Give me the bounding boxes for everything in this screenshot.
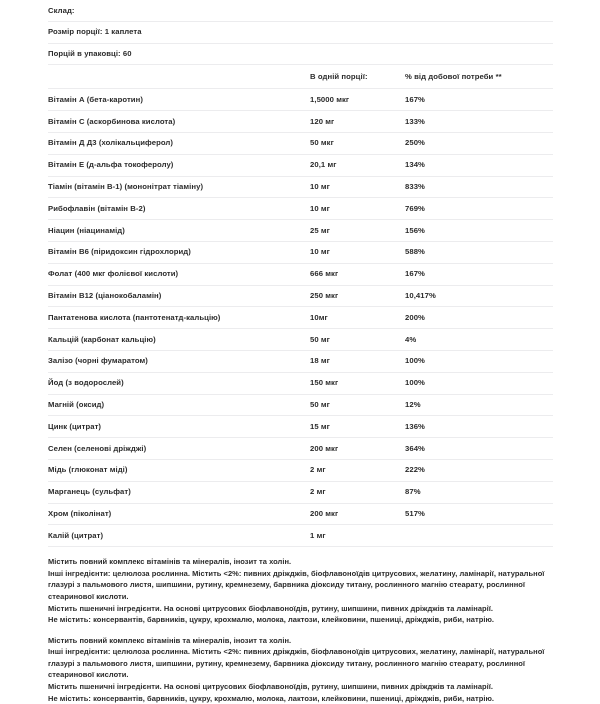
nutrient-daily-value: 769% — [405, 203, 425, 213]
note-free-from: Не містить: консервантів, барвників, цукру, крохмалю, молока, лактози, клейковини, пшениці, дріжджів, риби, натрію. — [48, 615, 495, 625]
ingredient-notes — [48, 547, 553, 704]
table-row — [48, 285, 553, 307]
nutrient-daily-value: 156% — [405, 225, 425, 235]
table-row — [48, 329, 553, 351]
nutrient-amount: 15 мг — [310, 421, 330, 431]
table-body — [48, 0, 553, 547]
nutrient-amount: 50 мг — [310, 334, 330, 344]
table-row — [48, 263, 553, 285]
table-row-serving-composition — [48, 0, 553, 21]
nutrient-amount: 10 мг — [310, 247, 330, 257]
table-row — [48, 241, 553, 263]
nutrient-daily-value: 10,417% — [405, 291, 436, 301]
nutrient-name: Вітамін Д Д3 (холікальциферол) — [48, 138, 174, 148]
nutrient-daily-value: 134% — [405, 160, 425, 170]
table-row — [48, 416, 553, 438]
nutrient-amount: 25 мг — [310, 225, 330, 235]
table-row — [48, 132, 553, 154]
table-row — [48, 372, 553, 394]
nutrient-amount: 2 мг — [310, 487, 326, 497]
nutrient-daily-value: 588% — [405, 247, 425, 257]
note-complete-complex: Містить повний комплекс вітамінів та мінералів, інозит та холін. — [48, 557, 292, 567]
nutrient-daily-value: 517% — [405, 509, 425, 519]
nutrient-daily-value: 133% — [405, 116, 425, 126]
serving-size-amount — [310, 21, 405, 43]
nutrient-name: Вітамін В6 (піридоксин гідрохлорид) — [48, 247, 191, 257]
composition-dv — [405, 0, 553, 21]
nutrient-name: Йод (з водорослей) — [48, 378, 124, 388]
note-complete-complex: Містить повний комплекс вітамінів та мінералів, інозит та холін. — [48, 635, 292, 645]
nutrient-name: Вітамін С (аскорбинова кислота) — [48, 116, 176, 126]
nutrient-daily-value — [405, 525, 553, 547]
nutrient-amount: 10мг — [310, 312, 328, 322]
nutrient-name: Магній (оксид) — [48, 400, 105, 410]
table-row — [48, 481, 553, 503]
nutrient-daily-value: 12% — [405, 400, 421, 410]
note-contains-wheat: Містить пшеничні інгредієнти. На основі цитрусових біофлавоноїдів, рутину, шипшини, пивних дріжджів та ламінарії. — [48, 603, 494, 613]
table-row — [48, 459, 553, 481]
table-row — [48, 350, 553, 372]
nutrient-daily-value: 222% — [405, 465, 425, 475]
nutrient-daily-value: 167% — [405, 94, 425, 104]
nutrient-name: Мідь (глюконат міді) — [48, 465, 128, 475]
nutrient-name: Тіамін (вітамін В-1) (мононітрат тіаміну) — [48, 182, 204, 192]
serving-size-label: Розмір порції: 1 каплета — [48, 27, 142, 37]
nutrient-amount: 18 мг — [310, 356, 330, 366]
nutrient-name: Кальцій (карбонат кальцію) — [48, 334, 156, 344]
nutrient-amount: 2 мг — [310, 465, 326, 475]
composition-label: Склад: — [48, 5, 75, 15]
nutrient-amount: 200 мкг — [310, 443, 339, 453]
note-block-duplicate — [48, 635, 553, 704]
servings-per-container-amount — [310, 43, 405, 65]
nutrient-name: Вітамін Е (д-альфа токоферолу) — [48, 160, 174, 170]
table-row — [48, 111, 553, 133]
table-row — [48, 176, 553, 198]
table-row — [48, 525, 553, 547]
table-row — [48, 307, 553, 329]
note-contains-wheat: Містить пшеничні інгредієнти. На основі цитрусових біофлавоноїдів, рутину, шипшини, пивних дріжджів та ламінарії. — [48, 682, 494, 692]
note-other-ingredients: Інші інгредієнти: целюлоза рослинна. Містить <2%: пивних дріжджів, біофлавоноїдів цитрусових, желатину, ламінарії, натуральної глазурі з пальмового листя, шипшини, рутину, кремнезему, барвника діоксиду титану, рослинного магнію стеарату, рослинної стеаринової кислоти. — [48, 647, 545, 680]
nutrient-name: Пантатенова кислота (пантотенатд-кальцію) — [48, 312, 221, 322]
nutrient-amount: 10 мг — [310, 182, 330, 192]
column-header-name — [48, 65, 310, 89]
nutrient-amount: 250 мкг — [310, 291, 339, 301]
nutrient-name: Селен (селенові дріжджі) — [48, 443, 147, 453]
nutrient-daily-value: 200% — [405, 312, 425, 322]
table-row-serving-size — [48, 21, 553, 43]
nutrient-name: Цинк (цитрат) — [48, 421, 102, 431]
supplement-facts-table — [48, 0, 553, 547]
nutrient-name: Марганець (сульфат) — [48, 487, 131, 497]
nutrient-amount: 150 мкг — [310, 378, 339, 388]
table-header-row — [48, 65, 553, 89]
note-free-from: Не містить: консервантів, барвників, цукру, крохмалю, молока, лактози, клейковини, пшениці, дріжджів, риби, натрію. — [48, 693, 495, 703]
note-block-primary — [48, 556, 553, 626]
note-other-ingredients: Інші інгредієнти: целюлоза рослинна. Містить <2%: пивних дріжджів, біофлавоноїдів цитрусових, желатину, ламінарії, натуральної глазурі з пальмового листя, шипшини, рутину, кремнезему, барвника діоксиду титану, рослинного магнію стеарату, рослинної стеаринової кислоти. — [48, 568, 545, 601]
nutrient-name: Ніацин (ніацинамід) — [48, 225, 125, 235]
nutrient-amount: 1 мг — [310, 530, 326, 540]
nutrient-amount: 666 мкг — [310, 269, 339, 279]
nutrient-amount: 10 мг — [310, 203, 330, 213]
nutrient-daily-value: 364% — [405, 443, 425, 453]
nutrient-name: Вітамін А (бета-каротин) — [48, 94, 143, 104]
nutrient-daily-value: 100% — [405, 356, 425, 366]
nutrient-name: Калій (цитрат) — [48, 530, 104, 540]
nutrient-daily-value: 167% — [405, 269, 425, 279]
nutrient-daily-value: 100% — [405, 378, 425, 388]
nutrient-name: Залізо (чорні фумаратом) — [48, 356, 148, 366]
column-header-amount: В одній порції: — [310, 72, 368, 82]
table-row — [48, 89, 553, 111]
nutrient-name: Фолат (400 мкг фолієвої кислоти) — [48, 269, 179, 279]
servings-per-container-dv — [405, 43, 553, 65]
nutrient-amount: 1,5000 мкг — [310, 94, 350, 104]
servings-per-container-label: Порцій в упаковці: 60 — [48, 49, 132, 59]
nutrient-daily-value: 833% — [405, 182, 425, 192]
nutrient-amount: 20,1 мг — [310, 160, 337, 170]
serving-size-dv — [405, 21, 553, 43]
nutrient-name: Вітамін В12 (ціанокобаламін) — [48, 291, 162, 301]
nutrient-amount: 120 мг — [310, 116, 335, 126]
nutrient-amount: 50 мг — [310, 400, 330, 410]
nutrient-amount: 200 мкг — [310, 509, 339, 519]
nutrient-daily-value: 4% — [405, 334, 417, 344]
composition-amount — [310, 0, 405, 21]
table-row — [48, 438, 553, 460]
table-row — [48, 198, 553, 220]
column-header-daily-value: % від добової потреби ** — [405, 72, 502, 82]
nutrient-daily-value: 87% — [405, 487, 421, 497]
nutrient-daily-value: 136% — [405, 421, 425, 431]
table-row — [48, 220, 553, 242]
nutrient-amount: 50 мкг — [310, 138, 334, 148]
table-row — [48, 503, 553, 525]
table-row — [48, 394, 553, 416]
nutrient-daily-value: 250% — [405, 138, 425, 148]
table-row-servings-per-container — [48, 43, 553, 65]
table-row — [48, 154, 553, 176]
nutrient-name: Рибофлавін (вітамін В-2) — [48, 203, 146, 213]
nutrient-name: Хром (піколінат) — [48, 509, 112, 519]
